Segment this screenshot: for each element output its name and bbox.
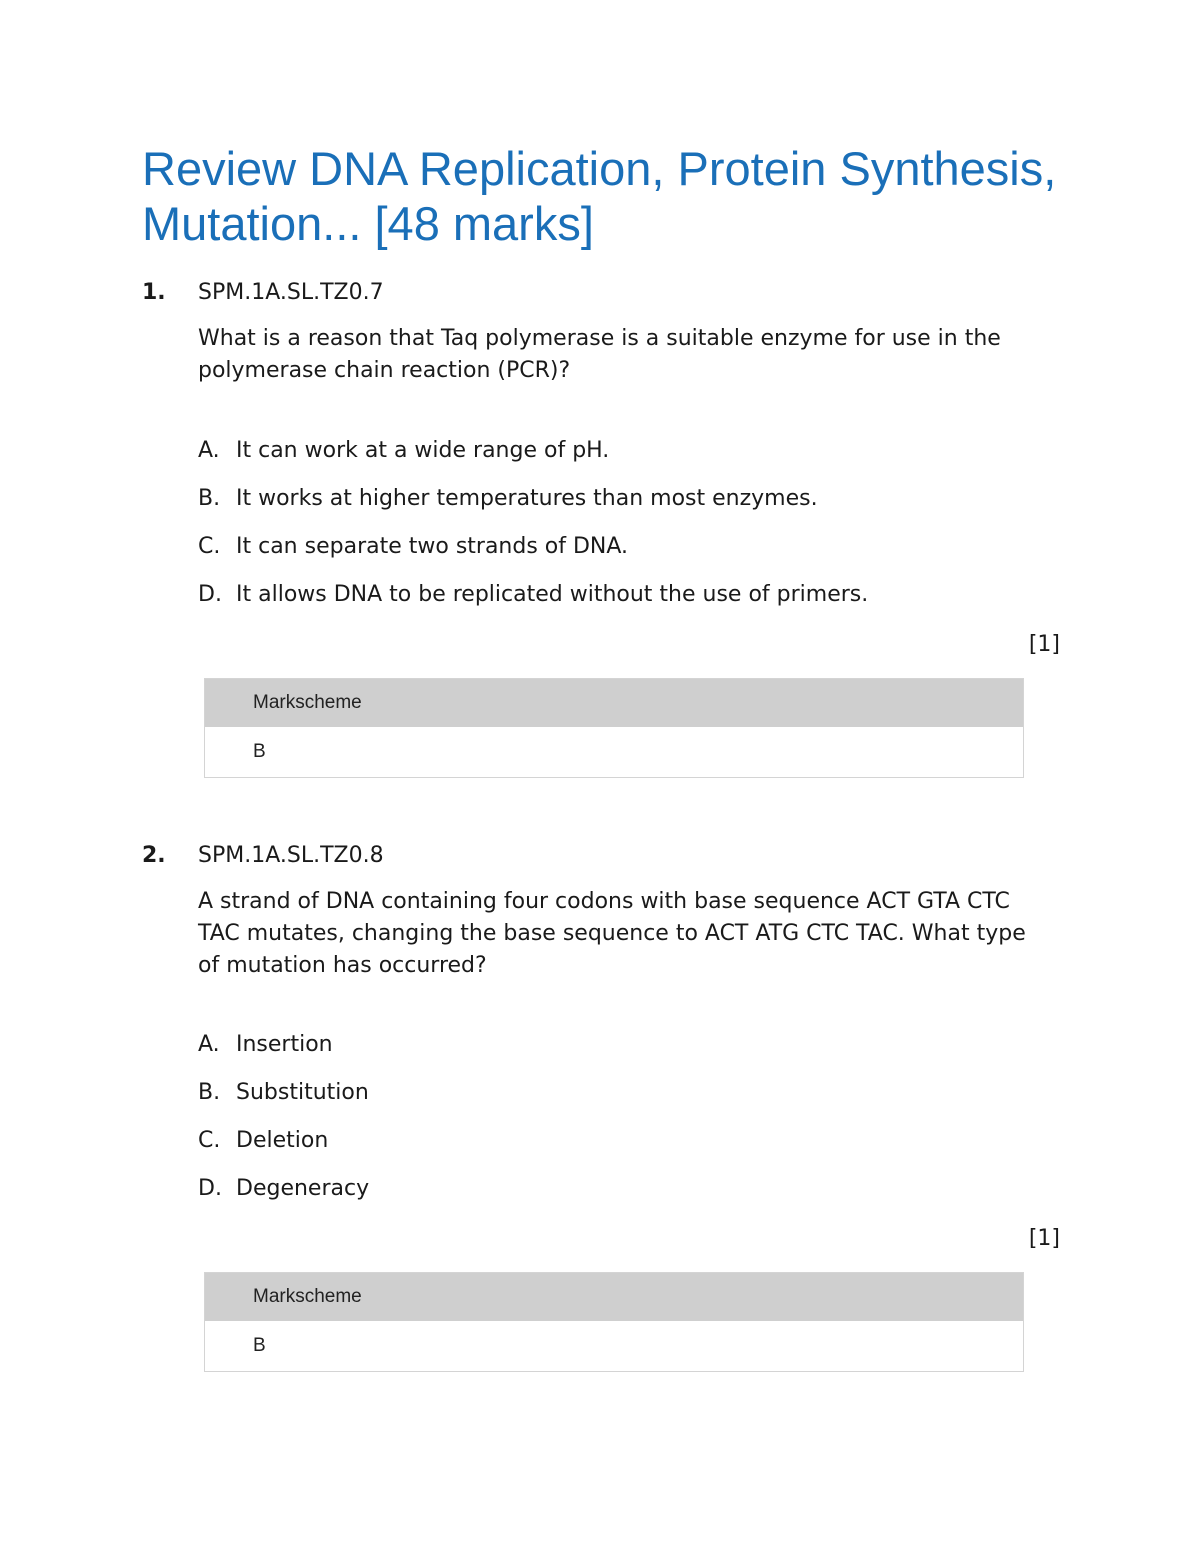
option-letter: B. <box>198 486 221 511</box>
question-code: SPM.1A.SL.TZ0.8 <box>198 843 384 868</box>
option-text: It can work at a wide range of pH. <box>236 438 610 463</box>
option-letter: D. <box>198 582 222 607</box>
option-letter: C. <box>198 534 221 559</box>
option-letter: A. <box>198 1032 220 1057</box>
option-text: It can separate two strands of DNA. <box>236 534 629 559</box>
option-text: Degeneracy <box>236 1176 370 1201</box>
document-title: Review DNA Replication, Protein Synthesis, Mutation... [48 marks] <box>142 142 1057 250</box>
marks-value: [1] <box>1028 632 1060 657</box>
option-a <box>198 437 868 485</box>
question-text: A strand of DNA containing four codons with base sequence ACT GTA CTC TAC mutates, changing the base sequence to ACT ATG CTC TAC. What type of mutation has occurred? <box>198 889 1026 978</box>
option-text: Substitution <box>236 1080 369 1105</box>
option-letter: B. <box>198 1080 221 1105</box>
marks-value: [1] <box>1028 1226 1060 1251</box>
option-b <box>198 485 868 533</box>
question-number: 1. <box>142 280 166 305</box>
option-c <box>198 1127 369 1175</box>
markscheme-header: Markscheme <box>205 679 1023 727</box>
option-text: Insertion <box>236 1032 333 1057</box>
option-d <box>198 1175 369 1223</box>
question-text: What is a reason that Taq polymerase is a suitable enzyme for use in the polymerase chain reaction (PCR)? <box>198 326 1001 383</box>
question-number: 2. <box>142 843 166 868</box>
markscheme-box <box>204 678 1024 778</box>
option-letter: C. <box>198 1128 221 1153</box>
answer-options <box>198 1031 369 1223</box>
option-text: It works at higher temperatures than most enzymes. <box>236 486 818 511</box>
option-text: It allows DNA to be replicated without the use of primers. <box>236 582 869 607</box>
answer-options <box>198 437 868 629</box>
markscheme-box <box>204 1272 1024 1372</box>
option-d <box>198 581 868 629</box>
option-b <box>198 1079 369 1127</box>
option-a <box>198 1031 369 1079</box>
markscheme-header: Markscheme <box>205 1273 1023 1321</box>
markscheme-answer: B <box>253 741 266 762</box>
markscheme-answer: B <box>253 1335 266 1356</box>
option-text: Deletion <box>236 1128 329 1153</box>
option-letter: A. <box>198 438 220 463</box>
question-code: SPM.1A.SL.TZ0.7 <box>198 280 384 305</box>
option-c <box>198 533 868 581</box>
option-letter: D. <box>198 1176 222 1201</box>
